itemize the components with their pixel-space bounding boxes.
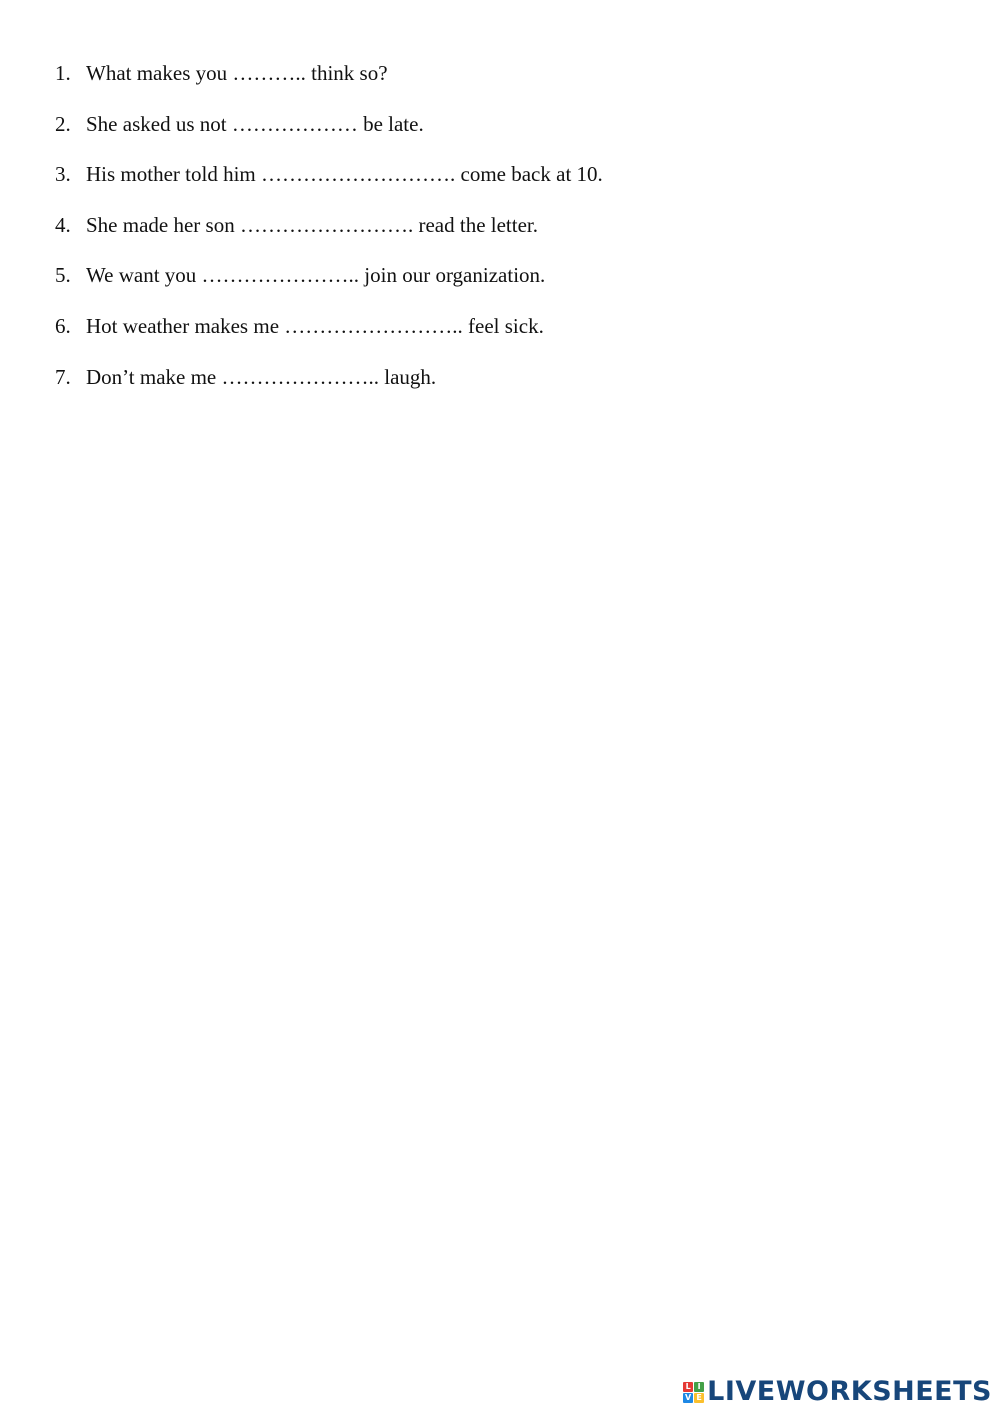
question-text-after: come back at 10. bbox=[460, 162, 603, 187]
question-item-4 bbox=[55, 210, 603, 240]
question-text-after: join our organization. bbox=[364, 263, 546, 288]
question-list bbox=[55, 58, 603, 412]
answer-blank[interactable]: ………………….. bbox=[201, 263, 360, 288]
question-text-after: feel sick. bbox=[468, 313, 544, 338]
watermark-text: LIVEWORKSHEETS bbox=[707, 1376, 992, 1407]
answer-blank[interactable]: ………………………. bbox=[261, 162, 456, 187]
question-item-6 bbox=[55, 311, 603, 341]
question-text-after: laugh. bbox=[384, 364, 437, 389]
liveworksheets-watermark bbox=[683, 1377, 992, 1407]
logo-cell: L bbox=[683, 1382, 693, 1392]
question-number: 3. bbox=[55, 162, 71, 187]
question-text-before: Don’t make me bbox=[86, 364, 217, 389]
question-number: 4. bbox=[55, 212, 71, 237]
question-item-3 bbox=[55, 159, 603, 189]
logo-cell: I bbox=[694, 1382, 704, 1392]
answer-blank[interactable]: ………………….. bbox=[221, 364, 379, 389]
answer-blank[interactable]: ……………… bbox=[231, 111, 358, 136]
answer-blank[interactable]: ……………………. bbox=[239, 212, 414, 237]
question-number: 2. bbox=[55, 111, 71, 136]
question-text-after: read the letter. bbox=[418, 212, 538, 237]
question-text-after: be late. bbox=[363, 111, 424, 136]
question-number: 7. bbox=[55, 364, 71, 389]
question-number: 1. bbox=[55, 61, 71, 85]
question-text-before: She asked us not bbox=[86, 111, 227, 136]
question-item-7 bbox=[55, 362, 603, 392]
answer-blank[interactable]: ……….. bbox=[232, 61, 306, 85]
liveworksheets-logo-icon bbox=[683, 1382, 704, 1403]
question-item-2 bbox=[55, 109, 603, 139]
logo-cell: V bbox=[685, 1392, 692, 1402]
question-text-before: She made her son bbox=[86, 212, 235, 237]
question-text-before: What makes you bbox=[86, 61, 228, 85]
question-number: 5. bbox=[55, 263, 71, 288]
question-number: 6. bbox=[55, 313, 71, 338]
question-text-after: think so? bbox=[311, 61, 388, 85]
question-item-1 bbox=[55, 58, 603, 88]
logo-cell: E bbox=[694, 1393, 704, 1403]
question-text-before: His mother told him bbox=[86, 162, 256, 187]
answer-blank[interactable]: …………………….. bbox=[284, 313, 463, 338]
question-text-before: We want you bbox=[86, 263, 197, 288]
question-text-before: Hot weather makes me bbox=[86, 313, 280, 338]
question-item-5 bbox=[55, 260, 603, 290]
